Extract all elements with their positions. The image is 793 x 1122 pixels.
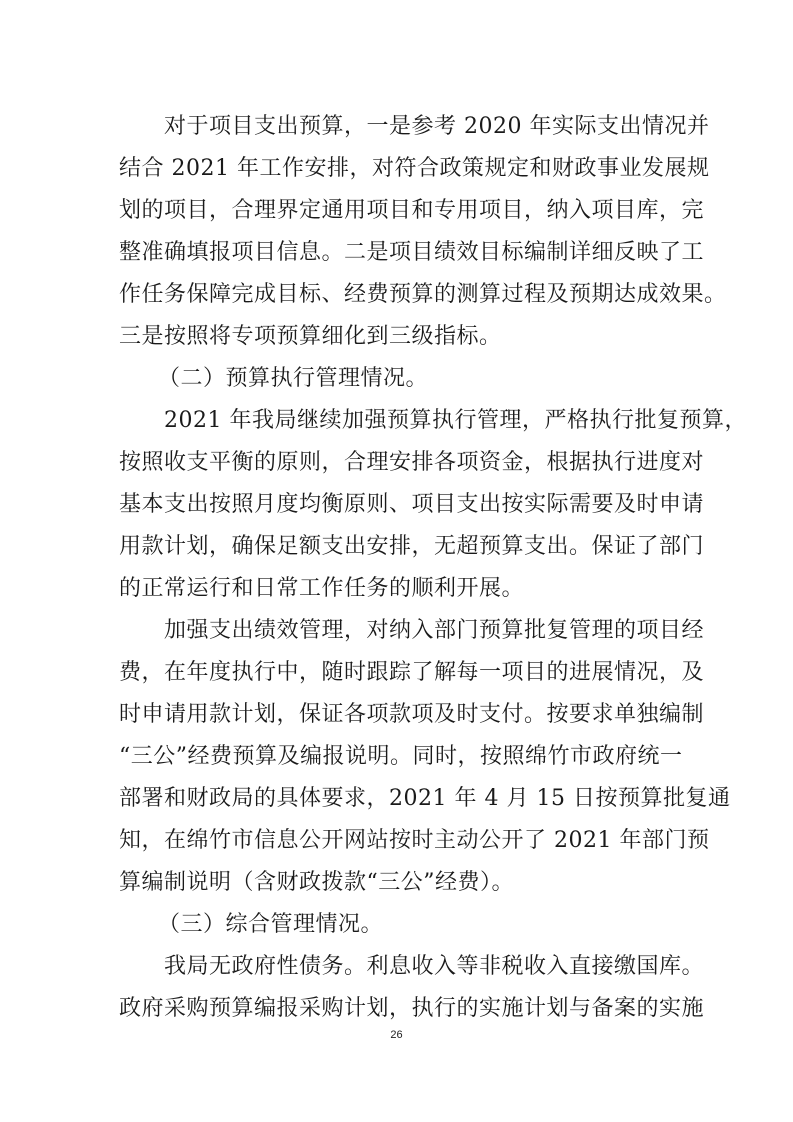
text-line: 费，在年度执行中，随时跟踪了解每一项目的进展情况，及 [119,660,705,685]
text-line: 时申请用款计划，保证各项款项及时支付。按要求单独编制 [119,702,705,727]
text-line: 三是按照将专项预算细化到三级指标。 [119,324,502,349]
section-heading: （三）综合管理情况。 [158,912,384,937]
text-line: 的正常运行和日常工作任务的顺利开展。 [119,576,525,601]
text-line: 按照收支平衡的原则，合理安排各项资金，根据执行进度对 [119,450,705,475]
text-line: 加强支出绩效管理，对纳入部门预算批复管理的项目经 [164,618,705,643]
text-line: 结合 2021 年工作安排，对符合政策规定和财政事业发展规 [119,156,710,181]
text-line: 算编制说明（含财政拨款“三公”经费）。 [119,870,514,895]
text-line: “三公”经费预算及编报说明。同时，按照绵竹市政府统一 [119,744,683,769]
text-line: 对于项目支出预算，一是参考 2020 年实际支出情况并 [164,114,710,139]
page-number: 26 [390,1029,403,1041]
text-line: 我局无政府性债务。利息收入等非税收入直接缴国库。 [164,954,705,979]
text-line: 划的项目，合理界定通用项目和专用项目，纳入项目库，完 [119,198,705,223]
text-line: 基本支出按照月度均衡原则、项目支出按实际需要及时申请 [119,492,705,517]
text-line: 政府采购预算编报采购计划，执行的实施计划与备案的实施 [119,996,705,1021]
text-line: 部署和财政局的具体要求，2021 年 4 月 15 日按预算批复通 [119,786,731,811]
text-line: 用款计划，确保足额支出安排，无超预算支出。保证了部门 [119,534,705,559]
section-heading: （二）预算执行管理情况。 [158,366,429,391]
text-line: 知，在绵竹市信息公开网站按时主动公开了 2021 年部门预 [119,828,710,853]
text-line: 作任务保障完成目标、经费预算的测算过程及预期达成效果。 [119,282,727,307]
text-line: 整准确填报项目信息。二是项目绩效目标编制详细反映了工 [119,240,705,265]
text-line: 2021 年我局继续加强预算执行管理，严格执行批复预算， [164,408,747,433]
